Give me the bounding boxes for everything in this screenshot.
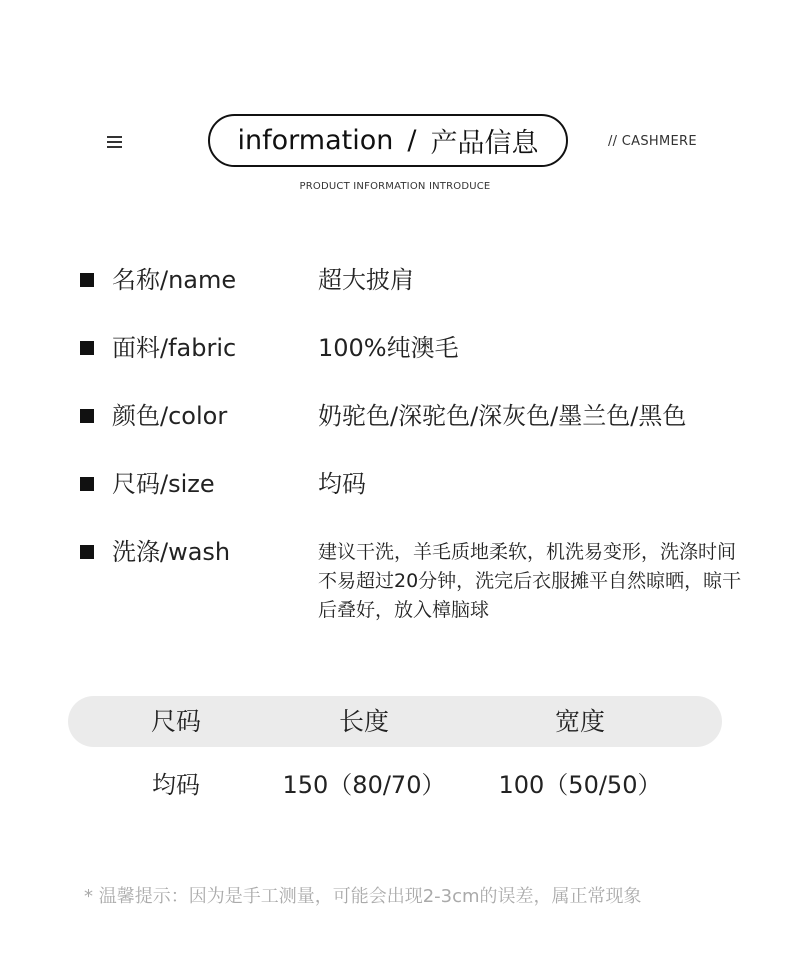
bullet-square-icon (80, 545, 94, 559)
measurement-notice: * 温馨提示：因为是手工测量，可能会出现2-3cm的误差，属正常现象 (84, 886, 642, 907)
page-subtitle: PRODUCT INFORMATION INTRODUCE (299, 181, 491, 192)
spec-value: 奶驼色/深驼色/深灰色/墨兰色/黑色 (318, 402, 687, 430)
spec-value: 超大披肩 (318, 266, 414, 294)
bullet-square-icon (80, 409, 94, 423)
spec-label: 尺码/size (112, 470, 215, 498)
menu-icon (107, 136, 122, 148)
table-header-cell: 宽度 (554, 707, 605, 736)
bullet-square-icon (80, 341, 94, 355)
bullet-square-icon (80, 273, 94, 287)
table-cell: 150（80/70） (282, 771, 446, 799)
title-separator: / (407, 125, 417, 156)
title-english: information (237, 125, 394, 156)
table-cell: 均码 (152, 771, 200, 799)
table-header-cell: 尺码 (150, 707, 201, 736)
spec-value-wash: 建议干洗，羊毛质地柔软，机洗易变形，洗涤时间不易超过20分钟，洗完后衣服摊平自然晾晒，晾干后叠好，放入樟脑球 (318, 541, 742, 621)
table-row (68, 747, 722, 817)
title-chinese: 产品信息 (430, 128, 539, 159)
brand-tagline: // CASHMERE (608, 134, 697, 149)
spec-value: 100%纯澳毛 (318, 334, 459, 362)
bullet-square-icon (80, 477, 94, 491)
size-table (68, 696, 722, 817)
spec-label: 面料/fabric (112, 334, 237, 362)
spec-value: 均码 (318, 470, 366, 498)
spec-label: 颜色/color (112, 402, 228, 430)
page-header (0, 0, 790, 210)
table-header-cell: 长度 (338, 707, 389, 736)
size-table-header (68, 696, 722, 747)
title-pill (208, 114, 568, 167)
table-cell: 100（50/50） (498, 771, 662, 799)
spec-label: 洗涤/wash (112, 538, 231, 566)
spec-label: 名称/name (112, 266, 237, 294)
